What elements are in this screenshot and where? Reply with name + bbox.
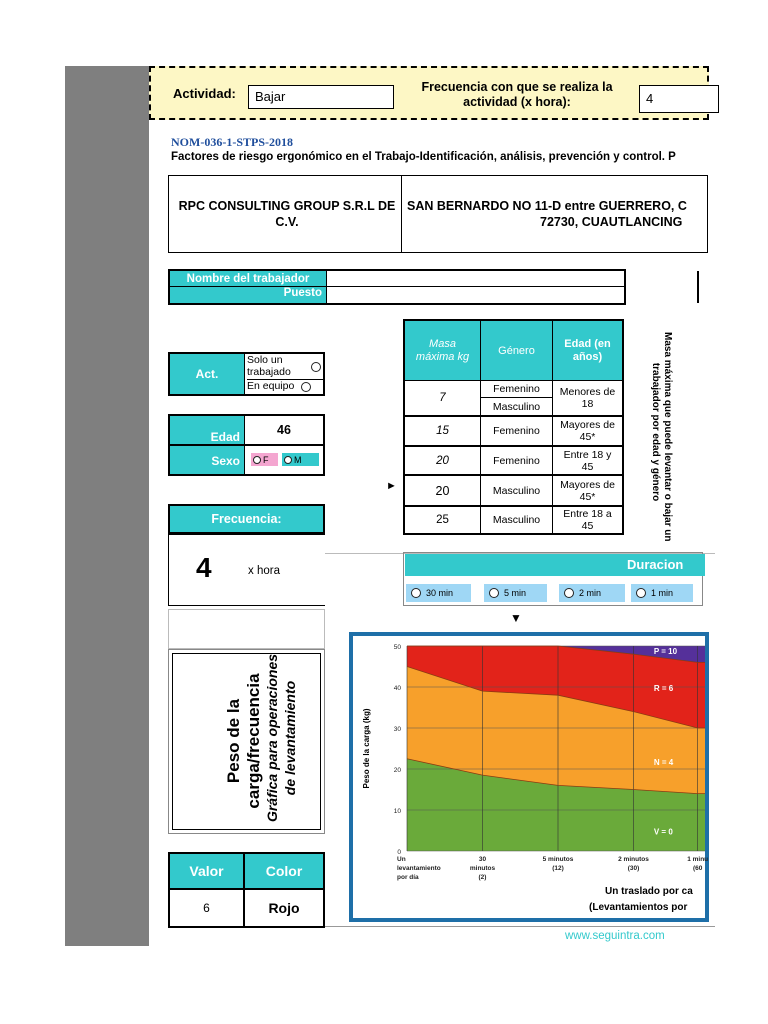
left-gray-margin — [65, 66, 149, 946]
zone-label: R = 6 — [653, 684, 674, 694]
mass-header-mass-line2: máxima kg — [415, 350, 470, 363]
x-tick-label: (12) — [552, 865, 564, 872]
mass-cell: 25 — [405, 507, 481, 533]
frequency-box-unit: x hora — [248, 565, 280, 577]
x-tick-label: (2) — [478, 874, 487, 881]
y-tick-label: 20 — [393, 767, 401, 774]
age-cell — [553, 447, 622, 476]
company-address-line2: 72730, CUAUTLANCING — [540, 215, 683, 229]
gender-cell: Femenino — [481, 381, 553, 398]
frequency-field[interactable] — [639, 85, 719, 113]
x-tick-label: levantamiento — [397, 865, 441, 872]
sex-female-label: F — [263, 454, 269, 465]
company-address — [407, 198, 717, 230]
activity-value: Bajar — [255, 89, 286, 104]
gender-cell: Femenino — [481, 447, 553, 476]
person-box — [168, 414, 325, 476]
chart-bottom-rule — [325, 926, 715, 927]
gender-cell: Masculino — [481, 476, 553, 507]
sex-male-option[interactable] — [282, 453, 319, 466]
duration-option-5[interactable] — [484, 584, 547, 602]
worker-position-field[interactable] — [326, 287, 624, 303]
frequency-box-label: Frecuencia: — [168, 504, 325, 534]
duration-option-30[interactable] — [406, 584, 471, 602]
age-cell — [553, 381, 622, 417]
gender-cell: Femenino — [481, 417, 553, 447]
duration-option-2[interactable] — [559, 584, 625, 602]
frequency-box — [168, 534, 325, 606]
zone-label: N = 4 — [653, 757, 674, 767]
y-tick-label: 40 — [393, 685, 401, 692]
worker-name-label: Nombre del trabajador — [170, 271, 326, 287]
duration-option-label: 1 min — [651, 588, 674, 598]
worker-name-field[interactable] — [326, 271, 624, 287]
age-cell-line2: 45 — [581, 520, 594, 532]
worksheet — [149, 66, 709, 946]
mass-side-note — [647, 332, 673, 542]
mass-cell: 7 — [405, 381, 481, 417]
act-label: Act. — [170, 354, 245, 394]
mass-cell-selected: 20 — [405, 476, 481, 507]
norm-subtitle: Factores de riesgo ergonómico en el Trabajo-Identificación, análisis, prevención y control. P — [171, 151, 676, 163]
radio-icon[interactable] — [253, 456, 261, 464]
radio-icon[interactable] — [301, 382, 311, 392]
y-tick-label: 10 — [393, 808, 401, 815]
mass-header-age-line2: años) — [572, 350, 603, 363]
x-axis-label: (Levantamientos por — [589, 902, 688, 913]
company-name — [173, 176, 402, 252]
frequency-box-value: 4 — [196, 552, 212, 583]
side-title-line2: carga/frecuencia — [244, 673, 263, 809]
mass-header-age — [553, 321, 622, 381]
duration-option-label: 2 min — [579, 588, 602, 598]
radio-icon[interactable] — [311, 362, 321, 372]
company-box — [168, 175, 708, 253]
side-title-box — [168, 649, 325, 834]
act-box — [168, 352, 325, 396]
right-edge-mark — [697, 271, 699, 303]
worker-info — [168, 269, 626, 305]
duration-title: Duracion — [405, 554, 705, 576]
zone-label: P = 10 — [653, 647, 678, 657]
activity-label: Actividad: — [173, 86, 236, 101]
activity-header — [149, 66, 709, 120]
frequency-label-line2: actividad (x hora): — [463, 95, 571, 109]
frequency-label-line1: Frecuencia con que se realiza la — [421, 80, 613, 94]
x-tick-label: 5 minutos — [542, 856, 574, 863]
mass-header-mass — [405, 321, 481, 381]
age-cell-line1: Mayores de — [560, 419, 615, 431]
frequency-label — [404, 80, 630, 110]
selected-row-pointer: ► — [386, 480, 397, 492]
mass-header-age-line1: Edad (en — [564, 337, 611, 350]
radio-icon[interactable] — [489, 588, 499, 598]
worker-position-label: Puesto — [170, 287, 326, 303]
x-tick-label: Un — [397, 856, 406, 863]
sex-female-option[interactable] — [251, 453, 278, 466]
mass-cell: 15 — [405, 417, 481, 447]
duration-option-label: 5 min — [504, 588, 527, 598]
result-color: Rojo — [268, 900, 300, 916]
radio-icon[interactable] — [564, 588, 574, 598]
result-color-header: Color — [245, 854, 323, 890]
age-cell-line1: Menores de — [559, 386, 616, 398]
radio-icon[interactable] — [411, 588, 421, 598]
duration-option-1[interactable] — [631, 584, 693, 602]
mass-table — [403, 319, 624, 535]
activity-field[interactable] — [248, 85, 394, 109]
age-label: Edad — [170, 416, 245, 446]
act-option-team[interactable] — [247, 380, 323, 394]
age-cell-line2: 45 — [581, 460, 594, 473]
y-tick-label: 50 — [393, 644, 401, 651]
weight-frequency-chart — [353, 636, 709, 918]
x-tick-label: (60 — [692, 865, 703, 872]
result-value: 6 — [170, 890, 245, 926]
act-option-solo-line2: trabajado — [247, 366, 291, 378]
company-name-line2: C.V. — [275, 215, 299, 229]
side-subtitle — [263, 653, 303, 823]
frequency-value: 4 — [646, 91, 654, 106]
mass-side-note-line2: trabajador por edad y género — [650, 362, 661, 502]
age-cell-line2: 45* — [579, 490, 596, 503]
age-value[interactable]: 46 — [245, 416, 323, 446]
gender-cell: Masculino — [481, 398, 553, 417]
act-option-solo[interactable] — [247, 354, 323, 380]
age-cell — [553, 417, 622, 447]
x-tick-label: (30) — [627, 865, 640, 872]
x-tick-label: 2 minutos — [618, 856, 649, 863]
radio-icon[interactable] — [284, 456, 292, 464]
side-subtitle-line2: de levantamiento — [282, 680, 298, 796]
x-tick-label: minutos — [469, 865, 496, 872]
gender-cell: Masculino — [481, 507, 553, 533]
x-tick-label: 30 — [478, 856, 487, 863]
sex-label: Sexo — [170, 446, 245, 474]
age-cell-line1: Mayores de — [560, 478, 615, 491]
act-option-team-label: En equipo — [247, 380, 295, 392]
radio-icon[interactable] — [636, 588, 646, 598]
side-subtitle-line1: Gráfica para operaciones — [264, 653, 280, 823]
mass-cell: 20 — [405, 447, 481, 476]
duration-option-label: 30 min — [426, 588, 454, 598]
y-tick-label: 0 — [397, 849, 401, 856]
age-cell-line2: 45* — [579, 431, 596, 443]
mass-side-note-line1: Masa máxima que puede levantar o bajar un — [662, 332, 673, 542]
x-tick-label: por día — [397, 874, 419, 881]
mass-header-mass-line1: Masa — [429, 337, 456, 350]
y-axis-label: Peso de la carga (kg) — [362, 708, 371, 789]
side-title-line1: Peso de la — [224, 698, 243, 784]
y-tick-label: 30 — [393, 726, 401, 733]
age-cell-line1: Entre 18 a — [563, 508, 612, 520]
norm-code: NOM-036-1-STPS-2018 — [171, 135, 293, 149]
sex-male-label: M — [294, 454, 302, 465]
empty-box — [168, 609, 325, 649]
age-cell-line1: Entre 18 y — [563, 448, 612, 461]
x-tick-label: 1 minu — [687, 856, 709, 863]
result-table — [168, 852, 325, 928]
website-link[interactable]: www.seguintra.com — [565, 930, 665, 942]
age-cell — [553, 476, 622, 507]
zone-label: V = 0 — [653, 827, 673, 837]
company-name-line1: RPC CONSULTING GROUP S.R.L DE — [178, 199, 396, 213]
chart-frame — [349, 632, 709, 922]
chart-pointer-arrow: ▼ — [510, 611, 522, 625]
x-axis-label: Un traslado por ca — [605, 886, 693, 897]
company-address-line1: SAN BERNARDO NO 11-D entre GUERRERO, C — [407, 199, 687, 213]
age-cell — [553, 507, 622, 533]
act-option-solo-line1: Solo un — [247, 354, 283, 366]
age-cell-line2: 18 — [581, 398, 594, 410]
mass-header-gender: Género — [481, 321, 553, 381]
result-value-header: Valor — [170, 854, 245, 890]
